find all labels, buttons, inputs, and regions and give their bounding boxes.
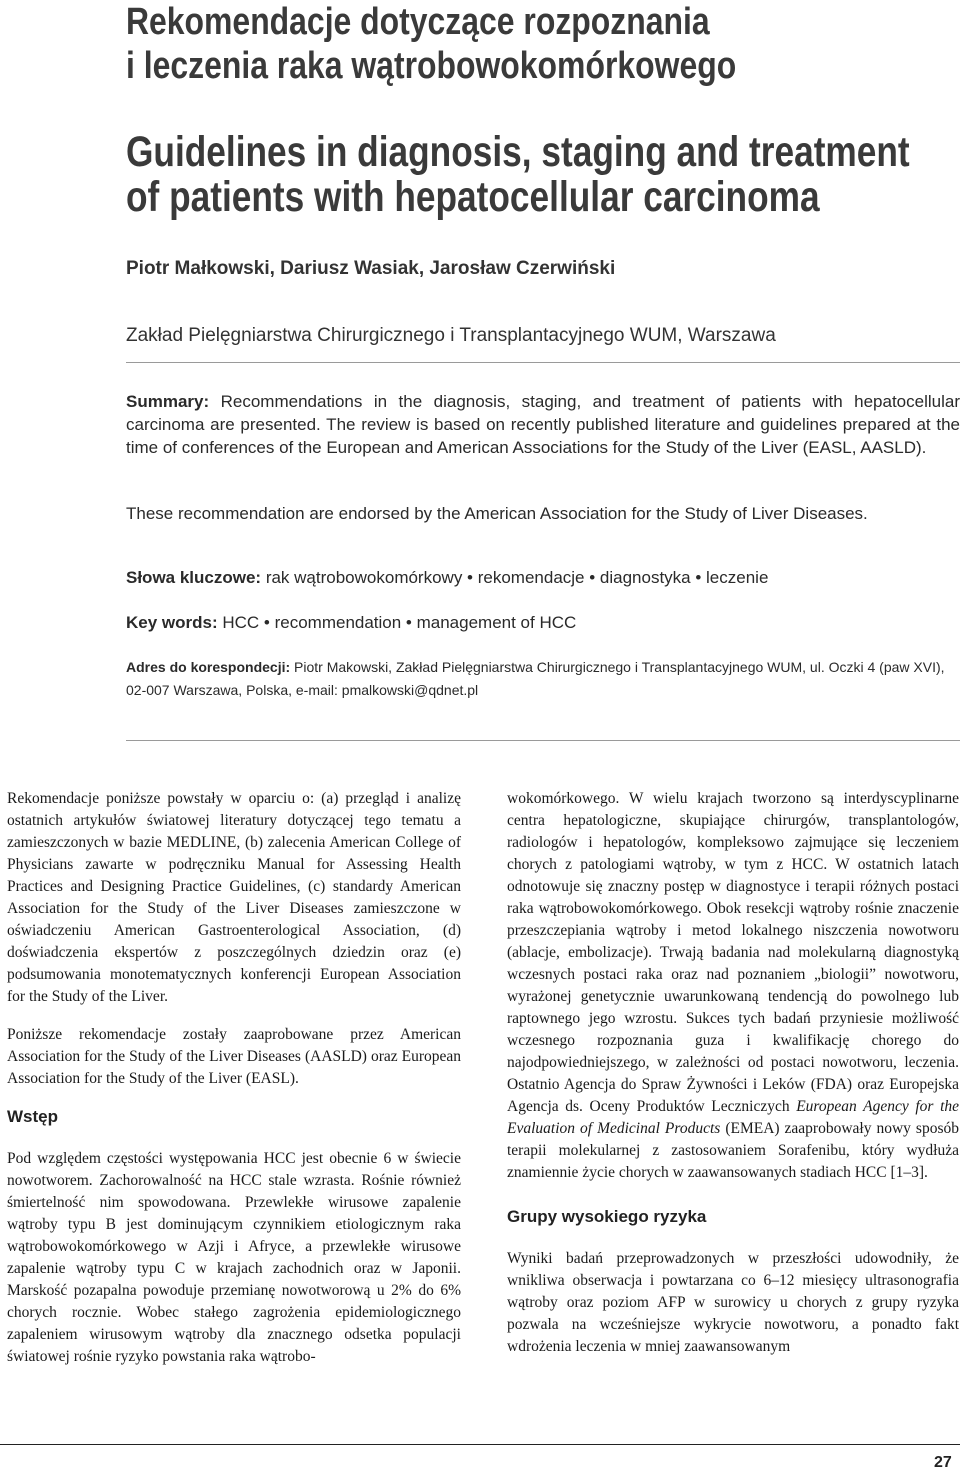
paragraph-continuation-a: wokomórkowego. W wielu krajach tworzono są interdyscyplinarne centra hepatologiczne, skupiające chirurgów, transplantologów, radiologów i hepatologów, kompleksowo zajmujące się leczeniem chorych z patologiami wątroby, w tym z HCC. W ostatnich latach odnotowuje się znaczny postęp w diagnostyce i terapii różnych postaci raka wątrobowokomórkowego. Obok resekcji wątroby rośnie znaczenie przeszczepiania wątroby i metod lokalnego niszczenia nowotworu (ablacje, embolizacje). Trwają badania nad molekularną diagnostyką wczesnych postaci raka oraz nad poznaniem „biologii” nowotworu, wyrażonej genetycznie uwarunkowaną tendencją do powolnego lub raptownego jego wzrostu. Sukces tych badań przyniesie możliwość wczesnego rozpoznania guza i kwalifikację chorego do najodpowiedniejszego, w zależności od postaci nowotworu, leczenia. Ostatnio Agencja do Spraw Żywności i Leków (FDA) oraz Europejska Agencja ds. Oceny Produktów Leczniczych: [507, 790, 959, 1115]
agency-name-italic: European Agency for the Evaluation of Medicinal Products: [507, 1098, 959, 1137]
correspondence: [126, 656, 960, 702]
paragraph-continuation-b: (EMEA) zaaprobowały nowy sposób terapii molekularnej z zastosowaniem Sorafenibu, który wydłuża znamiennie życie chorych w zaawansowanych stadiach HCC [1–3].: [507, 1120, 959, 1181]
page-number: 27: [934, 1454, 952, 1471]
correspondence-text: Piotr Makowski, Zakład Pielęgniarstwa Chirurgicznego i Transplantacyjnego WUM, ul. Oczki 4 (paw XVI), 02-007 Warszawa, Polska, e-mail: pmalkowski@qdnet.pl: [126, 659, 945, 698]
summary: [126, 390, 960, 459]
title-polish: [126, 0, 827, 88]
heading-introduction: Wstęp: [7, 1107, 58, 1126]
title-english: [126, 128, 910, 221]
keywords-english-text: HCC • recommendation • management of HCC: [217, 613, 577, 632]
body-column-left: [7, 788, 461, 1384]
heading-risk-groups: Grupy wysokiego ryzyka: [507, 1207, 707, 1226]
divider-bottom: [126, 740, 960, 741]
title-polish-line-1: Rekomendacje dotyczące rozpoznania: [126, 1, 710, 43]
keywords-english-label: Key words:: [126, 613, 218, 632]
page-footer-rule: [0, 1444, 960, 1445]
paragraph-risk-groups: Wyniki badań przeprowadzonych w przeszłości udowodniły, że wnikliwa obserwacja i powtarzana co 6–12 miesięcy ultrasonografia wątroby oraz poziom AFP w surowicy u chorych z grupy ryzyka pozwala na wcześniejsze wykrycie nowotworu, a ponadto fakt wdrożenia leczenia w mniej zaawansowanym: [507, 1250, 959, 1355]
summary-endorsement: These recommendation are endorsed by the American Association for the Study of Liver Diseases.: [126, 504, 868, 523]
affiliation: Zakład Pielęgniarstwa Chirurgicznego i Transplantacyjnego WUM, Warszawa: [126, 325, 776, 346]
title-english-line-1: Guidelines in diagnosis, staging and treatment: [126, 128, 910, 176]
keywords-polish-label: Słowa kluczowe:: [126, 568, 262, 587]
correspondence-label: Adres do korespondecji:: [126, 659, 291, 675]
paragraph-continuation: [507, 788, 959, 1184]
summary-text: Recommendations in the diagnosis, staging, and treatment of patients with hepatocellular carcinoma are presented. The review is based on recently published literature and guidelines prepared at the time of conferences of the European and American Associations for the Study of the Liver (EASL, AASLD).: [126, 392, 960, 457]
keywords-english: [126, 613, 960, 633]
paragraph-sources: Rekomendacje poniższe powstały w oparciu o: (a) przegląd i analizę ostatnich artykułów światowej literatury dotyczącej tego tematu a zamieszczonych w bazie MEDLINE, (b) zalecenia American College of Physicians zawarte w podręczniku Manual for Assessing Health Practices and Designing Practice Guidelines, (c) standardy American Association for the Study of the Liver Diseases zamieszczone w oświadczeniu American Gastroenterological Association, (d) doświadczenia ekspertów z poszczególnych dziedzin oraz (e) podsumowania monotematycznych konferencji European Association for the Study of the Liver.: [7, 790, 461, 1005]
keywords-polish: [126, 568, 960, 588]
title-english-line-2: of patients with hepatocellular carcinoma: [126, 173, 820, 221]
paragraph-approval: Poniższe rekomendacje zostały zaaprobowane przez American Association for the Study of the Liver Diseases (AASLD) oraz European Association for the Study of the Liver (EASL).: [7, 1026, 461, 1087]
authors: Piotr Małkowski, Dariusz Wasiak, Jarosław Czerwiński: [126, 258, 616, 279]
summary-label: Summary:: [126, 392, 210, 411]
paragraph-introduction: Pod względem częstości występowania HCC jest obecnie 6 w świecie nowotworem. Zachorowalność na HCC stale wzrasta. Rośnie również śmiertelność nim spowodowana. Przewlekłe wirusowe zapalenie wątroby typu B jest dominującym czynnikiem etiologicznym raka wątrobowokomórkowego w Azji i Afryce, a przewlekłe wirusowe zapalenie wątroby typu C w krajach zachodnich oraz w Japonii. Marskość pozapalna powoduje przemianę nowotworową u 2% do 6% chorych rocznie. Wobec stałego zagrożenia epidemiologicznego zapaleniem wirusowym wątroby dla znacznego odsetka populacji światowej rośnie ryzyko powstania raka wątrobo-: [7, 1150, 461, 1365]
divider-top: [126, 362, 960, 363]
title-polish-line-2: i leczenia raka wątrobowokomórkowego: [126, 45, 737, 87]
body-column-right: [507, 788, 959, 1374]
keywords-polish-text: rak wątrobowokomórkowy • rekomendacje • diagnostyka • leczenie: [261, 568, 769, 587]
